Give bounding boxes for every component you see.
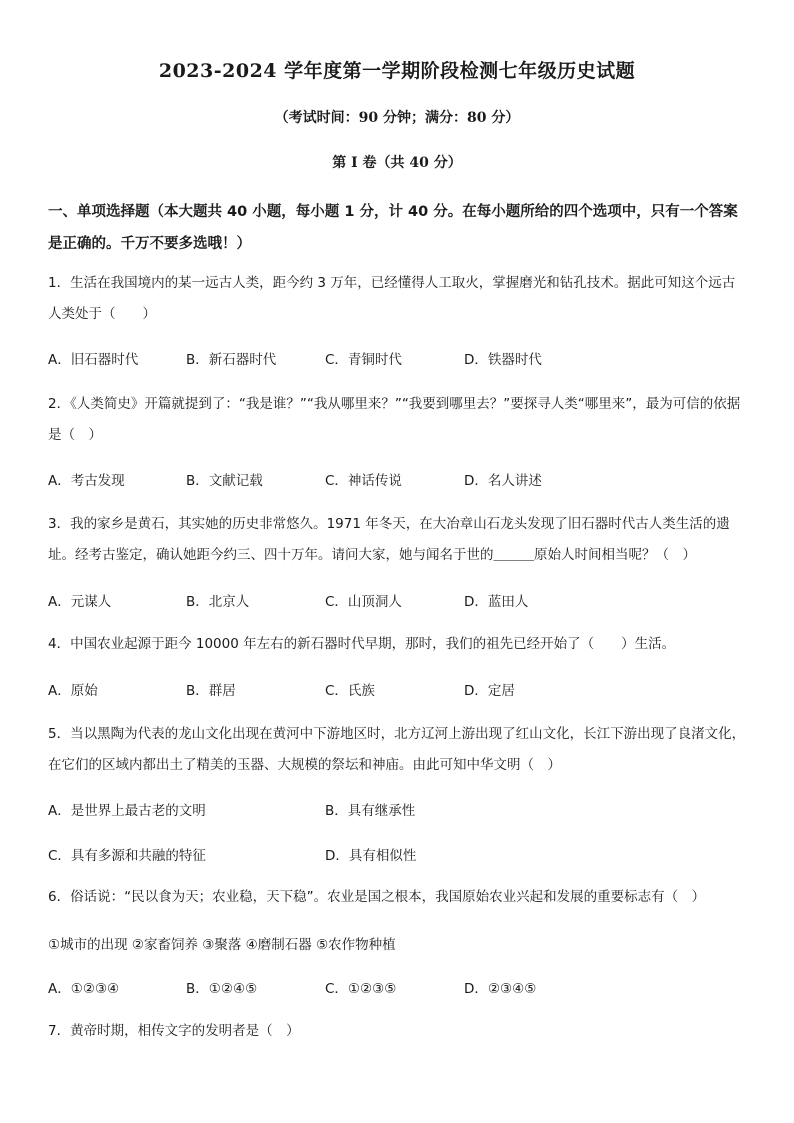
question-stem: 7．黄帝时期，相传文字的发明者是（ ） [48, 1023, 300, 1039]
question-stem: 1．生活在我国境内的某一远古人类，距今约 3 万年，已经懂得人工取火，掌握磨光和钻孔技术。据此可知这个远古人类处于（ ） [48, 275, 736, 322]
option-row [48, 469, 748, 493]
option-a: A．旧石器时代 [48, 352, 139, 368]
option-d: D．②③④⑤ [464, 981, 537, 997]
option-row [48, 348, 748, 372]
question-stem: 2．《人类简史》开篇就提到了：“我是谁？”“我从哪里来？”“我要到哪里去？”要探寻人类“哪里来”，最为可信的依据是（ ） [48, 396, 741, 443]
option-c: C．氏族 [325, 683, 375, 699]
option-row [48, 844, 748, 868]
option-a: A．考古发现 [48, 473, 125, 489]
option-row [48, 679, 748, 703]
option-c: C．山顶洞人 [325, 594, 402, 610]
option-b: B．群居 [186, 683, 236, 699]
section-title: 第 I 卷（共 40 分） [332, 155, 462, 171]
option-c: C．①②③⑤ [325, 981, 397, 997]
option-c: C．神话传说 [325, 473, 402, 489]
option-a: A．原始 [48, 683, 98, 699]
option-b: B．具有继承性 [325, 803, 416, 819]
option-d: D．名人讲述 [464, 473, 542, 489]
page-title: 2023-2024 学年度第一学期阶段检测七年级历史试题 [158, 60, 636, 82]
part-heading: 一、单项选择题（本大题共 40 小题，每小题 1 分，计 40 分。在每小题所给的四个选项中，只有一个答案是正确的。千万不要多选哦！） [48, 204, 738, 252]
option-a: A．元谋人 [48, 594, 112, 610]
option-d: D．具有相似性 [325, 848, 417, 864]
option-b: B．新石器时代 [186, 352, 277, 368]
option-row [48, 590, 748, 614]
option-a: A．是世界上最古老的文明 [48, 803, 206, 819]
option-row [48, 977, 748, 1001]
option-b: B．北京人 [186, 594, 250, 610]
question-stem: 3．我的家乡是黄石，其实她的历史非常悠久。1971 年冬天，在大冶章山石龙头发现了旧石器时代古人类生活的遗址。经考古鉴定，确认她距今约三、四十万年。请问大家，她与闻名于世的＿＿＿原始人时间相当呢？（ ） [48, 516, 730, 563]
option-c: C．具有多源和共融的特征 [48, 848, 206, 864]
option-d: D．定居 [464, 683, 515, 699]
option-c: C．青铜时代 [325, 352, 402, 368]
option-b: B．①②④⑤ [186, 981, 258, 997]
question-stem: 5．当以黑陶为代表的龙山文化出现在黄河中下游地区时，北方辽河上游出现了红山文化，长江下游出现了良渚文化，在它们的区域内都出土了精美的玉器、大规模的祭坛和神庙。由此可知中华文明（ ） [48, 726, 746, 773]
option-d: D．蓝田人 [464, 594, 529, 610]
option-a: A．①②③④ [48, 981, 120, 997]
option-d: D．铁器时代 [464, 352, 542, 368]
option-row [48, 799, 748, 823]
numbered-items: ①城市的出现 ②家畜饲养 ③聚落 ④磨制石器 ⑤农作物种植 [48, 937, 396, 953]
exam-info: （考试时间：90 分钟；满分：80 分） [274, 110, 520, 126]
option-b: B．文献记载 [186, 473, 263, 489]
question-stem: 4．中国农业起源于距今 10000 年左右的新石器时代早期，那时，我们的祖先已经开始了（ ）生活。 [48, 636, 676, 652]
question-stem: 6．俗话说：“民以食为天；农业稳，天下稳”。农业是国之根本，我国原始农业兴起和发展的重要标志有（ ） [48, 889, 706, 905]
